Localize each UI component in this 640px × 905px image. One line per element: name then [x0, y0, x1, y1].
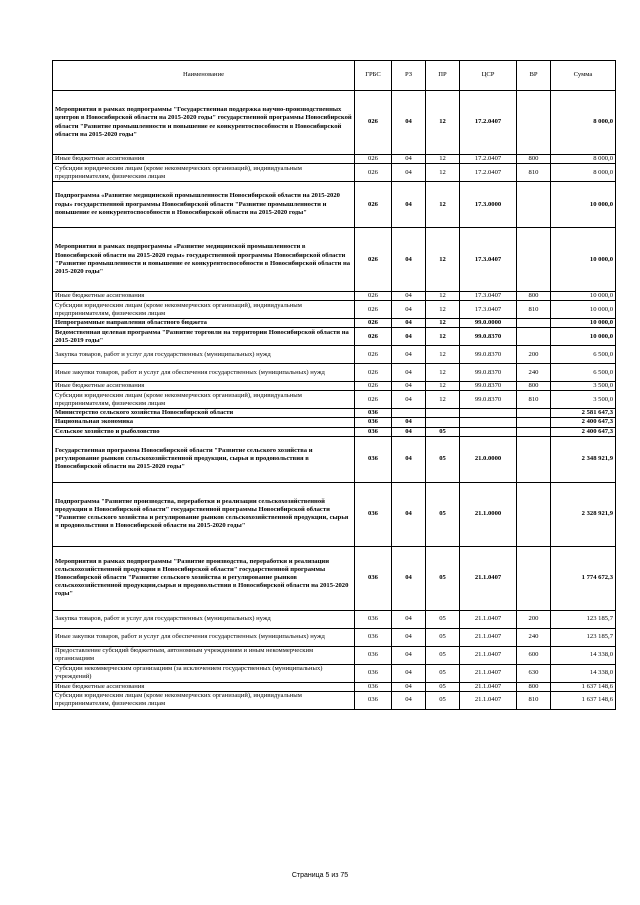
row-grbs: 026	[355, 91, 392, 155]
row-rz: 04	[392, 301, 426, 319]
row-rz: 04	[392, 418, 426, 427]
row-grbs: 026	[355, 182, 392, 228]
row-name: Иные закупки товаров, работ и услуг для обеспечения государственных (муниципальных) нужд	[53, 628, 355, 646]
table-row	[53, 546, 616, 610]
row-rz: 04	[392, 691, 426, 709]
row-vr	[517, 546, 551, 610]
row-sum: 14 338,0	[551, 664, 616, 682]
table-row	[53, 182, 616, 228]
row-name: Подпрограмма "Развитие производства, переработки и реализации сельскохозяйственной продукции в Новосибирской области" государственной программы Новосибирской области "Развитие сельского хозяйства и регулирование рынков сельскохозяйственной продукции, сырья и продовольствия в Новосибирской области на 2015-2020 годы"	[53, 482, 355, 546]
header-row	[53, 61, 616, 91]
row-pr: 05	[426, 628, 460, 646]
row-rz: 04	[392, 436, 426, 482]
table-row	[53, 164, 616, 182]
row-name: Мероприятия в рамках подпрограммы "Государственная поддержка научно-производственных центров в Новосибирской области на 2015-2020 годы" государственной программы Новосибирской области "Развитие промышленности и повышение ее конкурентоспособности в Новосибирской области на 2015-2020 годы"	[53, 91, 355, 155]
row-csr	[460, 409, 517, 418]
row-pr: 12	[426, 91, 460, 155]
row-rz: 04	[392, 391, 426, 409]
row-csr: 21.1.0000	[460, 482, 517, 546]
row-sum: 2 581 647,3	[551, 409, 616, 418]
row-name: Государственная программа Новосибирской области "Развитие сельского хозяйства и регулирование рынков сельскохозяйственной продукции, сырья и продовольствия в Новосибирской области на 2015-2020 годы"	[53, 436, 355, 482]
row-rz: 04	[392, 427, 426, 436]
row-rz: 04	[392, 682, 426, 691]
row-sum: 10 000,0	[551, 182, 616, 228]
row-grbs: 036	[355, 691, 392, 709]
row-grbs: 026	[355, 346, 392, 364]
table-row	[53, 628, 616, 646]
row-csr	[460, 418, 517, 427]
page-number: Страница 5 из 75	[291, 872, 349, 879]
row-name: Мероприятия в рамках подпрограммы "Развитие производства, переработки и реализации сельскохозяйственной продукции в Новосибирской области" государственной программы Новосибирской области "Развитие сельского хозяйства и регулирование рынков сельскохозяйственной продукции,сырья и продовольствия в Новосибирской области на 2015-2020 годы"	[53, 546, 355, 610]
row-vr: 800	[517, 155, 551, 164]
row-csr: 17.2.0407	[460, 155, 517, 164]
table-row	[53, 364, 616, 382]
row-pr: 12	[426, 346, 460, 364]
row-name: Субсидии некоммерческим организациям (за исключением государственных (муниципальных) учреждений)	[53, 664, 355, 682]
row-vr	[517, 182, 551, 228]
row-pr: 05	[426, 436, 460, 482]
row-pr: 12	[426, 155, 460, 164]
row-pr: 12	[426, 292, 460, 301]
row-vr: 630	[517, 664, 551, 682]
table-row	[53, 301, 616, 319]
row-sum: 2 348 921,9	[551, 436, 616, 482]
table-row	[53, 427, 616, 436]
row-pr: 12	[426, 228, 460, 292]
row-csr: 17.3.0407	[460, 228, 517, 292]
row-name: Иные бюджетные ассигнования	[53, 292, 355, 301]
row-grbs: 026	[355, 364, 392, 382]
row-rz: 04	[392, 164, 426, 182]
row-csr: 17.2.0407	[460, 91, 517, 155]
row-grbs: 026	[355, 328, 392, 346]
row-name: Подпрограмма «Развитие медицинской промышленности Новосибирской области на 2015-2020 годы» государственной программы Новосибирской области "Развитие промышленности и повышение ее конкурентоспособности в Новосибирской области на 2015-2020 годы"	[53, 182, 355, 228]
row-csr: 21.1.0407	[460, 664, 517, 682]
table-row	[53, 691, 616, 709]
table-row	[53, 664, 616, 682]
row-pr: 12	[426, 182, 460, 228]
row-name: Министерство сельского хозяйства Новосибирской области	[53, 409, 355, 418]
row-name: Национальная экономика	[53, 418, 355, 427]
row-rz: 04	[392, 664, 426, 682]
row-csr: 99.0.8370	[460, 346, 517, 364]
row-csr: 99.0.0000	[460, 319, 517, 328]
table-row	[53, 610, 616, 628]
table-row	[53, 436, 616, 482]
row-grbs: 026	[355, 155, 392, 164]
table-row	[53, 646, 616, 664]
row-sum: 3 500,0	[551, 391, 616, 409]
row-csr: 21.1.0407	[460, 682, 517, 691]
row-csr: 17.2.0407	[460, 164, 517, 182]
row-csr: 21.1.0407	[460, 646, 517, 664]
row-name: Субсидии юридическим лицам (кроме некоммерческих организаций), индивидуальным предпринимателям, физическим лицам	[53, 164, 355, 182]
row-vr	[517, 409, 551, 418]
header-name: Наименование	[53, 61, 355, 91]
row-sum: 10 000,0	[551, 319, 616, 328]
row-grbs: 036	[355, 610, 392, 628]
row-sum: 6 500,0	[551, 346, 616, 364]
row-grbs: 026	[355, 228, 392, 292]
row-sum: 123 185,7	[551, 628, 616, 646]
header-sum: Сумма	[551, 61, 616, 91]
row-name: Сельское хозяйство и рыболовство	[53, 427, 355, 436]
row-vr: 800	[517, 292, 551, 301]
row-pr	[426, 418, 460, 427]
row-name: Иные бюджетные ассигнования	[53, 682, 355, 691]
row-csr: 17.3.0000	[460, 182, 517, 228]
row-vr	[517, 427, 551, 436]
row-grbs: 036	[355, 482, 392, 546]
row-vr	[517, 319, 551, 328]
table-row	[53, 346, 616, 364]
row-rz: 04	[392, 610, 426, 628]
row-sum: 2 400 647,3	[551, 427, 616, 436]
row-pr: 12	[426, 382, 460, 391]
row-pr: 05	[426, 427, 460, 436]
row-name: Непрограммные направления областного бюджета	[53, 319, 355, 328]
row-grbs: 026	[355, 391, 392, 409]
row-csr	[460, 427, 517, 436]
table-row	[53, 328, 616, 346]
row-grbs: 036	[355, 664, 392, 682]
table-row	[53, 91, 616, 155]
row-grbs: 036	[355, 546, 392, 610]
row-vr	[517, 436, 551, 482]
row-csr: 17.3.0407	[460, 292, 517, 301]
table-row	[53, 409, 616, 418]
row-rz: 04	[392, 319, 426, 328]
row-pr: 05	[426, 682, 460, 691]
row-name: Мероприятия в рамках подпрограммы «Развитие медицинской промышленности в Новосибирской области на 2015-2020 годы» государственной программы Новосибирской области "Развитие промышленности и повышение ее конкурентоспособности в Новосибирской области на 2015-2020 годы"	[53, 228, 355, 292]
row-sum: 1 637 148,6	[551, 691, 616, 709]
row-grbs: 036	[355, 628, 392, 646]
row-rz: 04	[392, 364, 426, 382]
row-pr: 05	[426, 646, 460, 664]
row-pr: 05	[426, 664, 460, 682]
row-sum: 10 000,0	[551, 328, 616, 346]
row-vr	[517, 91, 551, 155]
row-name: Субсидии юридическим лицам (кроме некоммерческих организаций), индивидуальным предпринимателям, физическим лицам	[53, 691, 355, 709]
row-vr: 600	[517, 646, 551, 664]
row-grbs: 026	[355, 319, 392, 328]
row-vr	[517, 482, 551, 546]
row-pr: 05	[426, 546, 460, 610]
row-rz: 04	[392, 482, 426, 546]
row-sum: 8 000,0	[551, 91, 616, 155]
row-rz: 04	[392, 382, 426, 391]
row-sum: 8 000,0	[551, 164, 616, 182]
row-sum: 10 000,0	[551, 301, 616, 319]
row-csr: 17.3.0407	[460, 301, 517, 319]
row-name: Закупка товаров, работ и услуг для государственных (муниципальных) нужд	[53, 346, 355, 364]
row-pr: 05	[426, 482, 460, 546]
row-pr: 12	[426, 164, 460, 182]
row-rz	[392, 409, 426, 418]
row-vr: 240	[517, 364, 551, 382]
table-row	[53, 382, 616, 391]
row-grbs: 036	[355, 427, 392, 436]
row-sum: 8 000,0	[551, 155, 616, 164]
row-sum: 1 637 148,6	[551, 682, 616, 691]
row-csr: 99.0.8370	[460, 364, 517, 382]
row-name: Иные бюджетные ассигнования	[53, 155, 355, 164]
row-sum: 1 774 672,3	[551, 546, 616, 610]
row-sum: 6 500,0	[551, 364, 616, 382]
table-row	[53, 155, 616, 164]
row-rz: 04	[392, 228, 426, 292]
row-vr: 800	[517, 682, 551, 691]
table-row	[53, 482, 616, 546]
row-vr: 810	[517, 164, 551, 182]
row-csr: 21.0.0000	[460, 436, 517, 482]
row-grbs: 036	[355, 436, 392, 482]
budget-table	[52, 60, 616, 710]
row-rz: 04	[392, 546, 426, 610]
row-rz: 04	[392, 646, 426, 664]
row-rz: 04	[392, 91, 426, 155]
row-grbs: 036	[355, 646, 392, 664]
row-sum: 2 400 647,3	[551, 418, 616, 427]
row-rz: 04	[392, 182, 426, 228]
row-grbs: 026	[355, 382, 392, 391]
row-pr: 12	[426, 364, 460, 382]
row-name: Предоставление субсидий бюджетным, автономным учреждениям и иным некоммерческим организациям	[53, 646, 355, 664]
table-row	[53, 228, 616, 292]
row-pr: 05	[426, 691, 460, 709]
row-vr: 240	[517, 628, 551, 646]
row-vr	[517, 328, 551, 346]
row-name: Закупка товаров, работ и услуг для государственных (муниципальных) нужд	[53, 610, 355, 628]
row-pr: 12	[426, 301, 460, 319]
row-csr: 21.1.0407	[460, 691, 517, 709]
row-grbs: 036	[355, 418, 392, 427]
row-csr: 21.1.0407	[460, 546, 517, 610]
table-row	[53, 319, 616, 328]
header-rz: РЗ	[392, 61, 426, 91]
row-pr: 05	[426, 610, 460, 628]
row-csr: 21.1.0407	[460, 628, 517, 646]
row-rz: 04	[392, 155, 426, 164]
header-csr: ЦСР	[460, 61, 517, 91]
row-vr: 200	[517, 346, 551, 364]
row-csr: 99.0.8370	[460, 391, 517, 409]
table-row	[53, 418, 616, 427]
row-csr: 99.0.8370	[460, 382, 517, 391]
table-row	[53, 391, 616, 409]
row-csr: 21.1.0407	[460, 610, 517, 628]
row-pr: 12	[426, 328, 460, 346]
row-grbs: 026	[355, 164, 392, 182]
row-sum: 2 328 921,9	[551, 482, 616, 546]
row-name: Ведомственная целевая программа "Развитие торговли на территории Новосибирской области на 2015-2019 годы"	[53, 328, 355, 346]
row-pr: 12	[426, 319, 460, 328]
row-vr: 810	[517, 391, 551, 409]
row-sum: 10 000,0	[551, 292, 616, 301]
row-sum: 14 338,0	[551, 646, 616, 664]
row-vr	[517, 228, 551, 292]
row-pr	[426, 409, 460, 418]
row-rz: 04	[392, 292, 426, 301]
row-rz: 04	[392, 346, 426, 364]
header-grbs: ГРБС	[355, 61, 392, 91]
row-grbs: 036	[355, 409, 392, 418]
row-sum: 123 185,7	[551, 610, 616, 628]
row-vr: 800	[517, 382, 551, 391]
row-rz: 04	[392, 328, 426, 346]
row-vr: 810	[517, 301, 551, 319]
table-row	[53, 682, 616, 691]
row-csr: 99.0.8370	[460, 328, 517, 346]
row-grbs: 026	[355, 292, 392, 301]
table-row	[53, 292, 616, 301]
row-name: Субсидии юридическим лицам (кроме некоммерческих организаций), индивидуальным предпринимателям, физическим лицам	[53, 301, 355, 319]
header-pr: ПР	[426, 61, 460, 91]
row-vr: 200	[517, 610, 551, 628]
row-grbs: 036	[355, 682, 392, 691]
row-grbs: 026	[355, 301, 392, 319]
row-pr: 12	[426, 391, 460, 409]
row-name: Иные бюджетные ассигнования	[53, 382, 355, 391]
row-vr	[517, 418, 551, 427]
row-rz: 04	[392, 628, 426, 646]
row-vr: 810	[517, 691, 551, 709]
row-sum: 3 500,0	[551, 382, 616, 391]
row-name: Субсидии юридическим лицам (кроме некоммерческих организаций), индивидуальным предпринимателям, физическим лицам	[53, 391, 355, 409]
row-name: Иные закупки товаров, работ и услуг для обеспечения государственных (муниципальных) нужд	[53, 364, 355, 382]
row-sum: 10 000,0	[551, 228, 616, 292]
header-vr: ВР	[517, 61, 551, 91]
